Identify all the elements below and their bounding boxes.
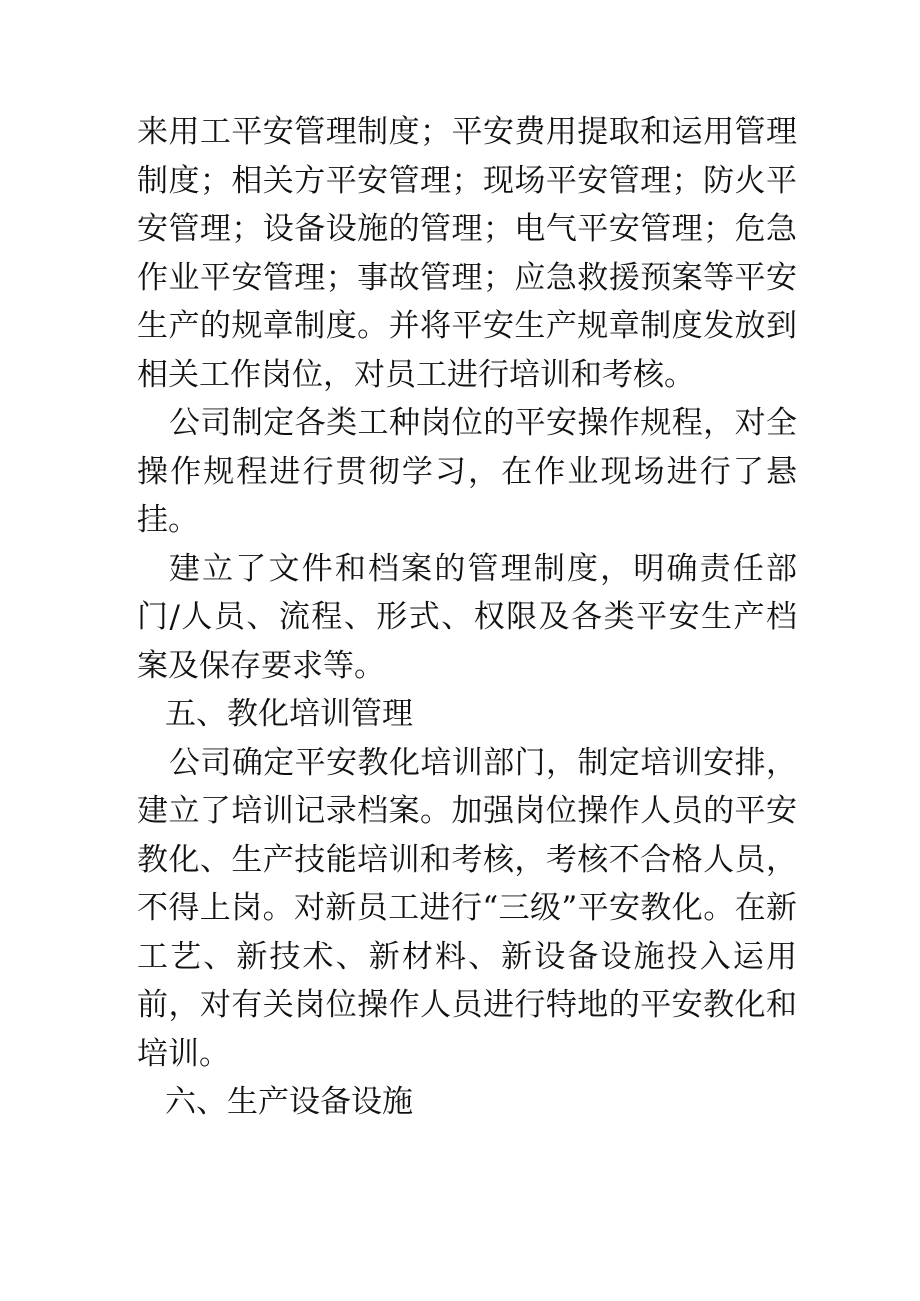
paragraph-file-archive-management: 建立了文件和档案的管理制度，明确责任部门/人员、流程、形式、权限及各类平安生产档案及保存要求等。 (137, 550, 797, 684)
paragraph-training-management: 公司确定平安教化培训部门，制定培训安排，建立了培训记录档案。加强岗位操作人员的平安教化、生产技能培训和考核，考核不合格人员，不得上岗。对新员工进行“三级”平安教化。在新工艺、新技术、新材料、新设备设施投入运用前，对有关岗位操作人员进行特地的平安教化和培训。 (137, 744, 797, 1072)
paragraph-safety-rules-list: 来用工平安管理制度；平安费用提取和运用管理制度；相关方平安管理；现场平安管理；防火平安管理；设备设施的管理；电气平安管理；危急作业平安管理；事故管理；应急救援预案等平安生产的规章制度。并将平安生产规章制度发放到相关工作岗位，对员工进行培训和考核。 (137, 114, 797, 393)
paragraph-operating-procedures: 公司制定各类工种岗位的平安操作规程，对全操作规程进行贯彻学习，在作业现场进行了悬挂。 (137, 405, 797, 538)
document-page (137, 108, 797, 1127)
section-heading-equipment: 六、生产设备设施 (165, 1084, 413, 1120)
section-heading-training: 五、教化培训管理 (165, 696, 413, 732)
